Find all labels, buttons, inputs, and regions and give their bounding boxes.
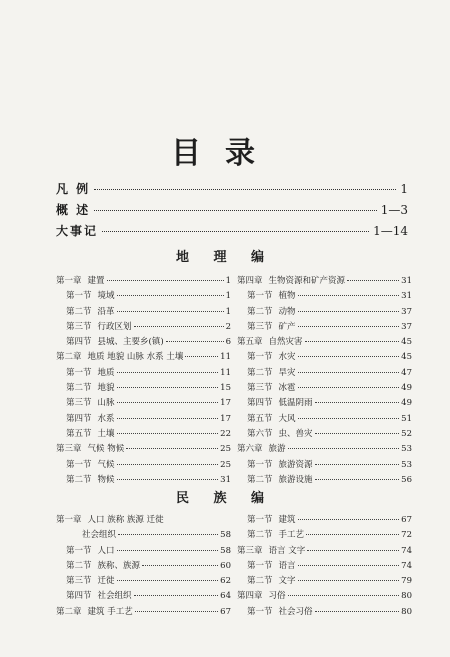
entry-page: 80 xyxy=(401,606,412,617)
dot-leader xyxy=(288,595,400,596)
entry-number: 第四章 xyxy=(237,591,263,602)
toc-chapter-entry[interactable] xyxy=(56,513,231,528)
entry-page: 64 xyxy=(220,591,231,602)
dot-leader xyxy=(94,210,377,211)
dot-leader xyxy=(298,326,400,327)
toc-section-entry[interactable] xyxy=(56,589,231,604)
geography-right-column xyxy=(237,274,412,488)
entry-page: 11 xyxy=(220,367,231,378)
entry-page: 72 xyxy=(401,530,412,541)
dot-leader xyxy=(298,580,400,581)
toc-section-entry[interactable] xyxy=(56,427,231,442)
entry-number: 第三章 xyxy=(237,545,263,556)
ethnic-right-column xyxy=(237,513,412,620)
toc-chapter-entry[interactable] xyxy=(56,350,231,365)
entry-number: 第一节 xyxy=(66,291,92,302)
entry-page: 67 xyxy=(220,606,231,617)
entry-number: 第一节 xyxy=(66,367,92,378)
entry-page: 51 xyxy=(401,413,412,424)
entry-page: 31 xyxy=(401,276,412,286)
entry-number: 第六章 xyxy=(237,444,263,455)
toc-section-entry[interactable] xyxy=(56,381,231,396)
entry-number: 第二节 xyxy=(247,576,273,587)
page-title xyxy=(0,128,450,172)
entry-title: 沿革 xyxy=(97,306,115,317)
entry-title: 水系 xyxy=(97,413,115,424)
toc-section-entry[interactable] xyxy=(237,320,412,335)
entry-page: 49 xyxy=(401,398,412,409)
dot-leader xyxy=(117,311,224,312)
dot-leader xyxy=(315,433,400,434)
entry-title: 旅游 xyxy=(268,444,286,455)
entry-number: 第二节 xyxy=(66,306,92,317)
toc-section-entry[interactable] xyxy=(56,305,231,320)
dot-leader xyxy=(118,534,218,535)
entry-title: 虫、兽灾 xyxy=(278,428,313,439)
entry-title: 社会组织 xyxy=(82,530,117,541)
entry-number: 第三节 xyxy=(66,398,92,409)
entry-number: 第一章 xyxy=(56,276,82,286)
entry-title: 境域 xyxy=(97,291,115,302)
entry-title: 迁徙 xyxy=(97,576,115,587)
dot-leader xyxy=(306,534,399,535)
toc-section-entry[interactable] xyxy=(237,289,412,304)
entry-page: 79 xyxy=(401,576,412,587)
entry-page: 6 xyxy=(225,337,231,348)
toc-section-entry[interactable] xyxy=(56,412,231,427)
entry-title: 低温阴雨 xyxy=(278,398,313,409)
entry-title: 社会组织 xyxy=(97,591,132,602)
entry-title: 地质 地貌 山脉 水系 土壤 xyxy=(87,352,184,363)
toc-section-entry[interactable] xyxy=(56,559,231,574)
dot-leader xyxy=(298,418,400,419)
entry-title: 大风 xyxy=(278,413,296,424)
section-title-ethnic: 民 族 编 xyxy=(175,491,275,506)
toc-section-entry[interactable] xyxy=(237,574,412,589)
dot-leader xyxy=(298,295,400,296)
front-matter-item[interactable] xyxy=(56,201,408,222)
toc-section-entry[interactable] xyxy=(56,335,231,350)
entry-number: 第三节 xyxy=(247,383,273,394)
entry-page: 74 xyxy=(401,560,412,571)
entry-number: 第二节 xyxy=(66,560,92,571)
entry-number: 第一节 xyxy=(66,545,92,556)
toc-section-entry[interactable] xyxy=(237,427,412,442)
entry-title: 语言 文字 xyxy=(268,545,306,556)
dot-leader xyxy=(126,448,218,449)
entry-page: 25 xyxy=(220,444,231,455)
entry-number: 第二节 xyxy=(247,530,273,541)
entry-title: 手工艺 xyxy=(278,530,305,541)
entry-page: 31 xyxy=(401,291,412,302)
entry-page: 58 xyxy=(220,530,231,541)
dot-leader xyxy=(298,387,400,388)
entry-title: 地质 xyxy=(97,367,115,378)
entry-page: 56 xyxy=(401,474,412,485)
section-title-geography: 地 理 编 xyxy=(175,250,275,265)
toc-section-entry[interactable] xyxy=(237,350,412,365)
entry-title: 文字 xyxy=(278,576,296,587)
entry-page: 17 xyxy=(220,398,231,409)
toc-section-entry[interactable] xyxy=(56,544,231,559)
entry-number: 第二节 xyxy=(247,367,273,378)
toc-chapter-entry[interactable] xyxy=(56,605,231,620)
dot-leader xyxy=(347,280,399,281)
entry-title: 建置 xyxy=(87,276,105,286)
entry-number: 第一节 xyxy=(247,459,273,470)
toc-section-entry[interactable] xyxy=(237,412,412,427)
dot-leader xyxy=(117,295,224,296)
entry-page: 15 xyxy=(220,383,231,394)
entry-page: 52 xyxy=(401,428,412,439)
toc-chapter-entry[interactable] xyxy=(237,589,412,604)
entry-title: 行政区划 xyxy=(97,321,132,332)
dot-leader xyxy=(305,341,400,342)
toc-section-entry[interactable] xyxy=(237,396,412,411)
toc-chapter-entry[interactable] xyxy=(237,335,412,350)
dot-leader xyxy=(117,550,219,551)
dot-leader xyxy=(315,464,400,465)
entry-page: 17 xyxy=(220,413,231,424)
toc-section-entry[interactable] xyxy=(237,513,412,528)
entry-title: 人口 xyxy=(97,545,115,556)
geography-left-column xyxy=(56,274,231,488)
entry-page: 45 xyxy=(401,352,412,363)
dot-leader xyxy=(298,372,400,373)
toc-section-entry[interactable] xyxy=(237,458,412,473)
entry-page: 47 xyxy=(401,367,412,378)
dot-leader xyxy=(288,448,400,449)
toc-section-entry[interactable] xyxy=(56,528,231,543)
entry-number: 第四节 xyxy=(66,337,92,348)
toc-chapter-entry[interactable] xyxy=(56,274,231,289)
entry-title: 气候 xyxy=(97,459,115,470)
entry-page: 60 xyxy=(220,560,231,571)
entry-number: 第一节 xyxy=(247,560,273,571)
dot-leader xyxy=(298,565,400,566)
entry-title: 水灾 xyxy=(278,352,296,363)
dot-leader xyxy=(134,595,219,596)
entry-title: 建筑 手工艺 xyxy=(87,606,133,617)
entry-page: 67 xyxy=(401,515,412,525)
entry-page: 62 xyxy=(220,576,231,587)
dot-leader xyxy=(142,565,218,566)
entry-page: 45 xyxy=(401,337,412,348)
entry-number: 第二节 xyxy=(66,474,92,485)
entry-title: 物候 xyxy=(97,474,115,485)
front-matter-item[interactable] xyxy=(56,222,408,243)
dot-leader xyxy=(166,341,224,342)
dot-leader xyxy=(135,611,218,612)
entry-number: 第三节 xyxy=(66,321,92,332)
toc-section-entry[interactable] xyxy=(56,289,231,304)
dot-leader xyxy=(117,402,219,403)
entry-title: 社会习俗 xyxy=(278,606,313,617)
dot-leader xyxy=(315,402,400,403)
entry-title: 旅游资源 xyxy=(278,459,313,470)
entry-number: 第二节 xyxy=(247,306,273,317)
toc-chapter-entry[interactable] xyxy=(237,544,412,559)
entry-number: 第二节 xyxy=(247,474,273,485)
entry-number: 第二节 xyxy=(66,383,92,394)
toc-section-entry[interactable] xyxy=(237,305,412,320)
entry-title: 旅游设施 xyxy=(278,474,313,485)
dot-leader xyxy=(117,387,219,388)
entry-page: 1 xyxy=(225,276,231,286)
entry-page: 25 xyxy=(220,459,231,470)
entry-number: 第五节 xyxy=(247,413,273,424)
entry-number: 第三节 xyxy=(247,321,273,332)
entry-title: 土壤 xyxy=(97,428,115,439)
entry-page: 2 xyxy=(225,321,231,332)
entry-title: 建筑 xyxy=(278,515,296,525)
entry-title: 冰雹 xyxy=(278,383,296,394)
entry-number: 第一节 xyxy=(247,352,273,363)
dot-leader xyxy=(117,433,219,434)
entry-number: 第一节 xyxy=(66,459,92,470)
entry-page: 58 xyxy=(220,545,231,556)
toc-section-entry[interactable] xyxy=(56,458,231,473)
entry-title: 旱灾 xyxy=(278,367,296,378)
dot-leader xyxy=(315,479,400,480)
toc-section-entry[interactable] xyxy=(237,559,412,574)
entry-title: 植物 xyxy=(278,291,296,302)
toc-section-entry[interactable] xyxy=(56,366,231,381)
entry-number: 第三节 xyxy=(66,576,92,587)
dot-leader xyxy=(117,464,219,465)
toc-chapter-entry[interactable] xyxy=(237,442,412,457)
entry-title: 动物 xyxy=(278,306,296,317)
toc-chapter-entry[interactable] xyxy=(56,442,231,457)
toc-section-entry[interactable] xyxy=(237,528,412,543)
dot-leader xyxy=(107,280,224,281)
entry-page: 22 xyxy=(220,428,231,439)
dot-leader xyxy=(298,311,400,312)
dot-leader xyxy=(102,231,369,232)
front-matter-page: 1—14 xyxy=(373,224,408,238)
front-matter-label: 概 述 xyxy=(56,203,91,217)
entry-number: 第六节 xyxy=(247,428,273,439)
front-matter-item[interactable] xyxy=(56,180,408,201)
dot-leader xyxy=(117,479,219,480)
entry-number: 第一节 xyxy=(247,515,273,525)
entry-title: 矿产 xyxy=(278,321,296,332)
toc-section-entry[interactable] xyxy=(56,473,231,488)
entry-title: 气候 物候 xyxy=(87,444,125,455)
toc-section-entry[interactable] xyxy=(237,605,412,620)
dot-leader xyxy=(117,580,219,581)
entry-page: 49 xyxy=(401,383,412,394)
dot-leader xyxy=(298,519,400,520)
toc-section-entry[interactable] xyxy=(56,574,231,589)
entry-number: 第一节 xyxy=(247,291,273,302)
dot-leader xyxy=(298,356,400,357)
entry-title: 人口 族称 族源 迁徙 xyxy=(87,515,164,525)
dot-leader xyxy=(94,189,396,190)
entry-number: 第四节 xyxy=(66,413,92,424)
entry-number: 第三章 xyxy=(56,444,82,455)
entry-page: 53 xyxy=(401,459,412,470)
entry-number: 第四节 xyxy=(247,398,273,409)
entry-number: 第一章 xyxy=(56,515,82,525)
entry-page: 53 xyxy=(401,444,412,455)
entry-title: 习俗 xyxy=(268,591,286,602)
dot-leader xyxy=(117,418,219,419)
entry-title: 县城、主要乡(镇) xyxy=(97,337,164,348)
entry-title: 山脉 xyxy=(97,398,115,409)
entry-title: 地貌 xyxy=(97,383,115,394)
toc-section-entry[interactable] xyxy=(56,320,231,335)
entry-number: 第四章 xyxy=(237,276,263,286)
entry-page: 37 xyxy=(401,321,412,332)
dot-leader xyxy=(117,372,219,373)
entry-page: 80 xyxy=(401,591,412,602)
entry-number: 第五节 xyxy=(66,428,92,439)
entry-number: 第二章 xyxy=(56,606,82,617)
front-matter-label: 凡 例 xyxy=(56,182,91,196)
title-char-2: 录 xyxy=(225,136,279,171)
title-char-1: 目 xyxy=(171,136,225,171)
entry-number: 第一节 xyxy=(247,606,273,617)
entry-title: 生物资源和矿产资源 xyxy=(268,276,346,286)
entry-number: 第五章 xyxy=(237,337,263,348)
entry-number: 第四节 xyxy=(66,591,92,602)
toc-section-entry[interactable] xyxy=(237,366,412,381)
front-matter-page: 1 xyxy=(400,182,408,196)
front-matter-label: 大事记 xyxy=(56,224,99,238)
dot-leader xyxy=(307,550,399,551)
dot-leader xyxy=(134,326,224,327)
entry-page: 1 xyxy=(225,306,231,317)
toc-chapter-entry[interactable] xyxy=(237,274,412,289)
entry-page: 37 xyxy=(401,306,412,317)
dot-leader xyxy=(315,611,400,612)
front-matter-page: 1—3 xyxy=(380,203,408,217)
toc-section-entry[interactable] xyxy=(237,473,412,488)
entry-title: 语言 xyxy=(278,560,296,571)
ethnic-left-column xyxy=(56,513,231,620)
entry-title: 族称、族源 xyxy=(97,560,141,571)
entry-page: 11 xyxy=(220,352,231,363)
entry-number: 第二章 xyxy=(56,352,82,363)
toc-section-entry[interactable] xyxy=(237,381,412,396)
entry-page: 1 xyxy=(225,291,231,302)
entry-title: 自然灾害 xyxy=(268,337,303,348)
front-matter-list xyxy=(56,180,408,243)
entry-page: 74 xyxy=(401,545,412,556)
entry-page: 31 xyxy=(220,474,231,485)
toc-section-entry[interactable] xyxy=(56,396,231,411)
dot-leader xyxy=(185,356,218,357)
